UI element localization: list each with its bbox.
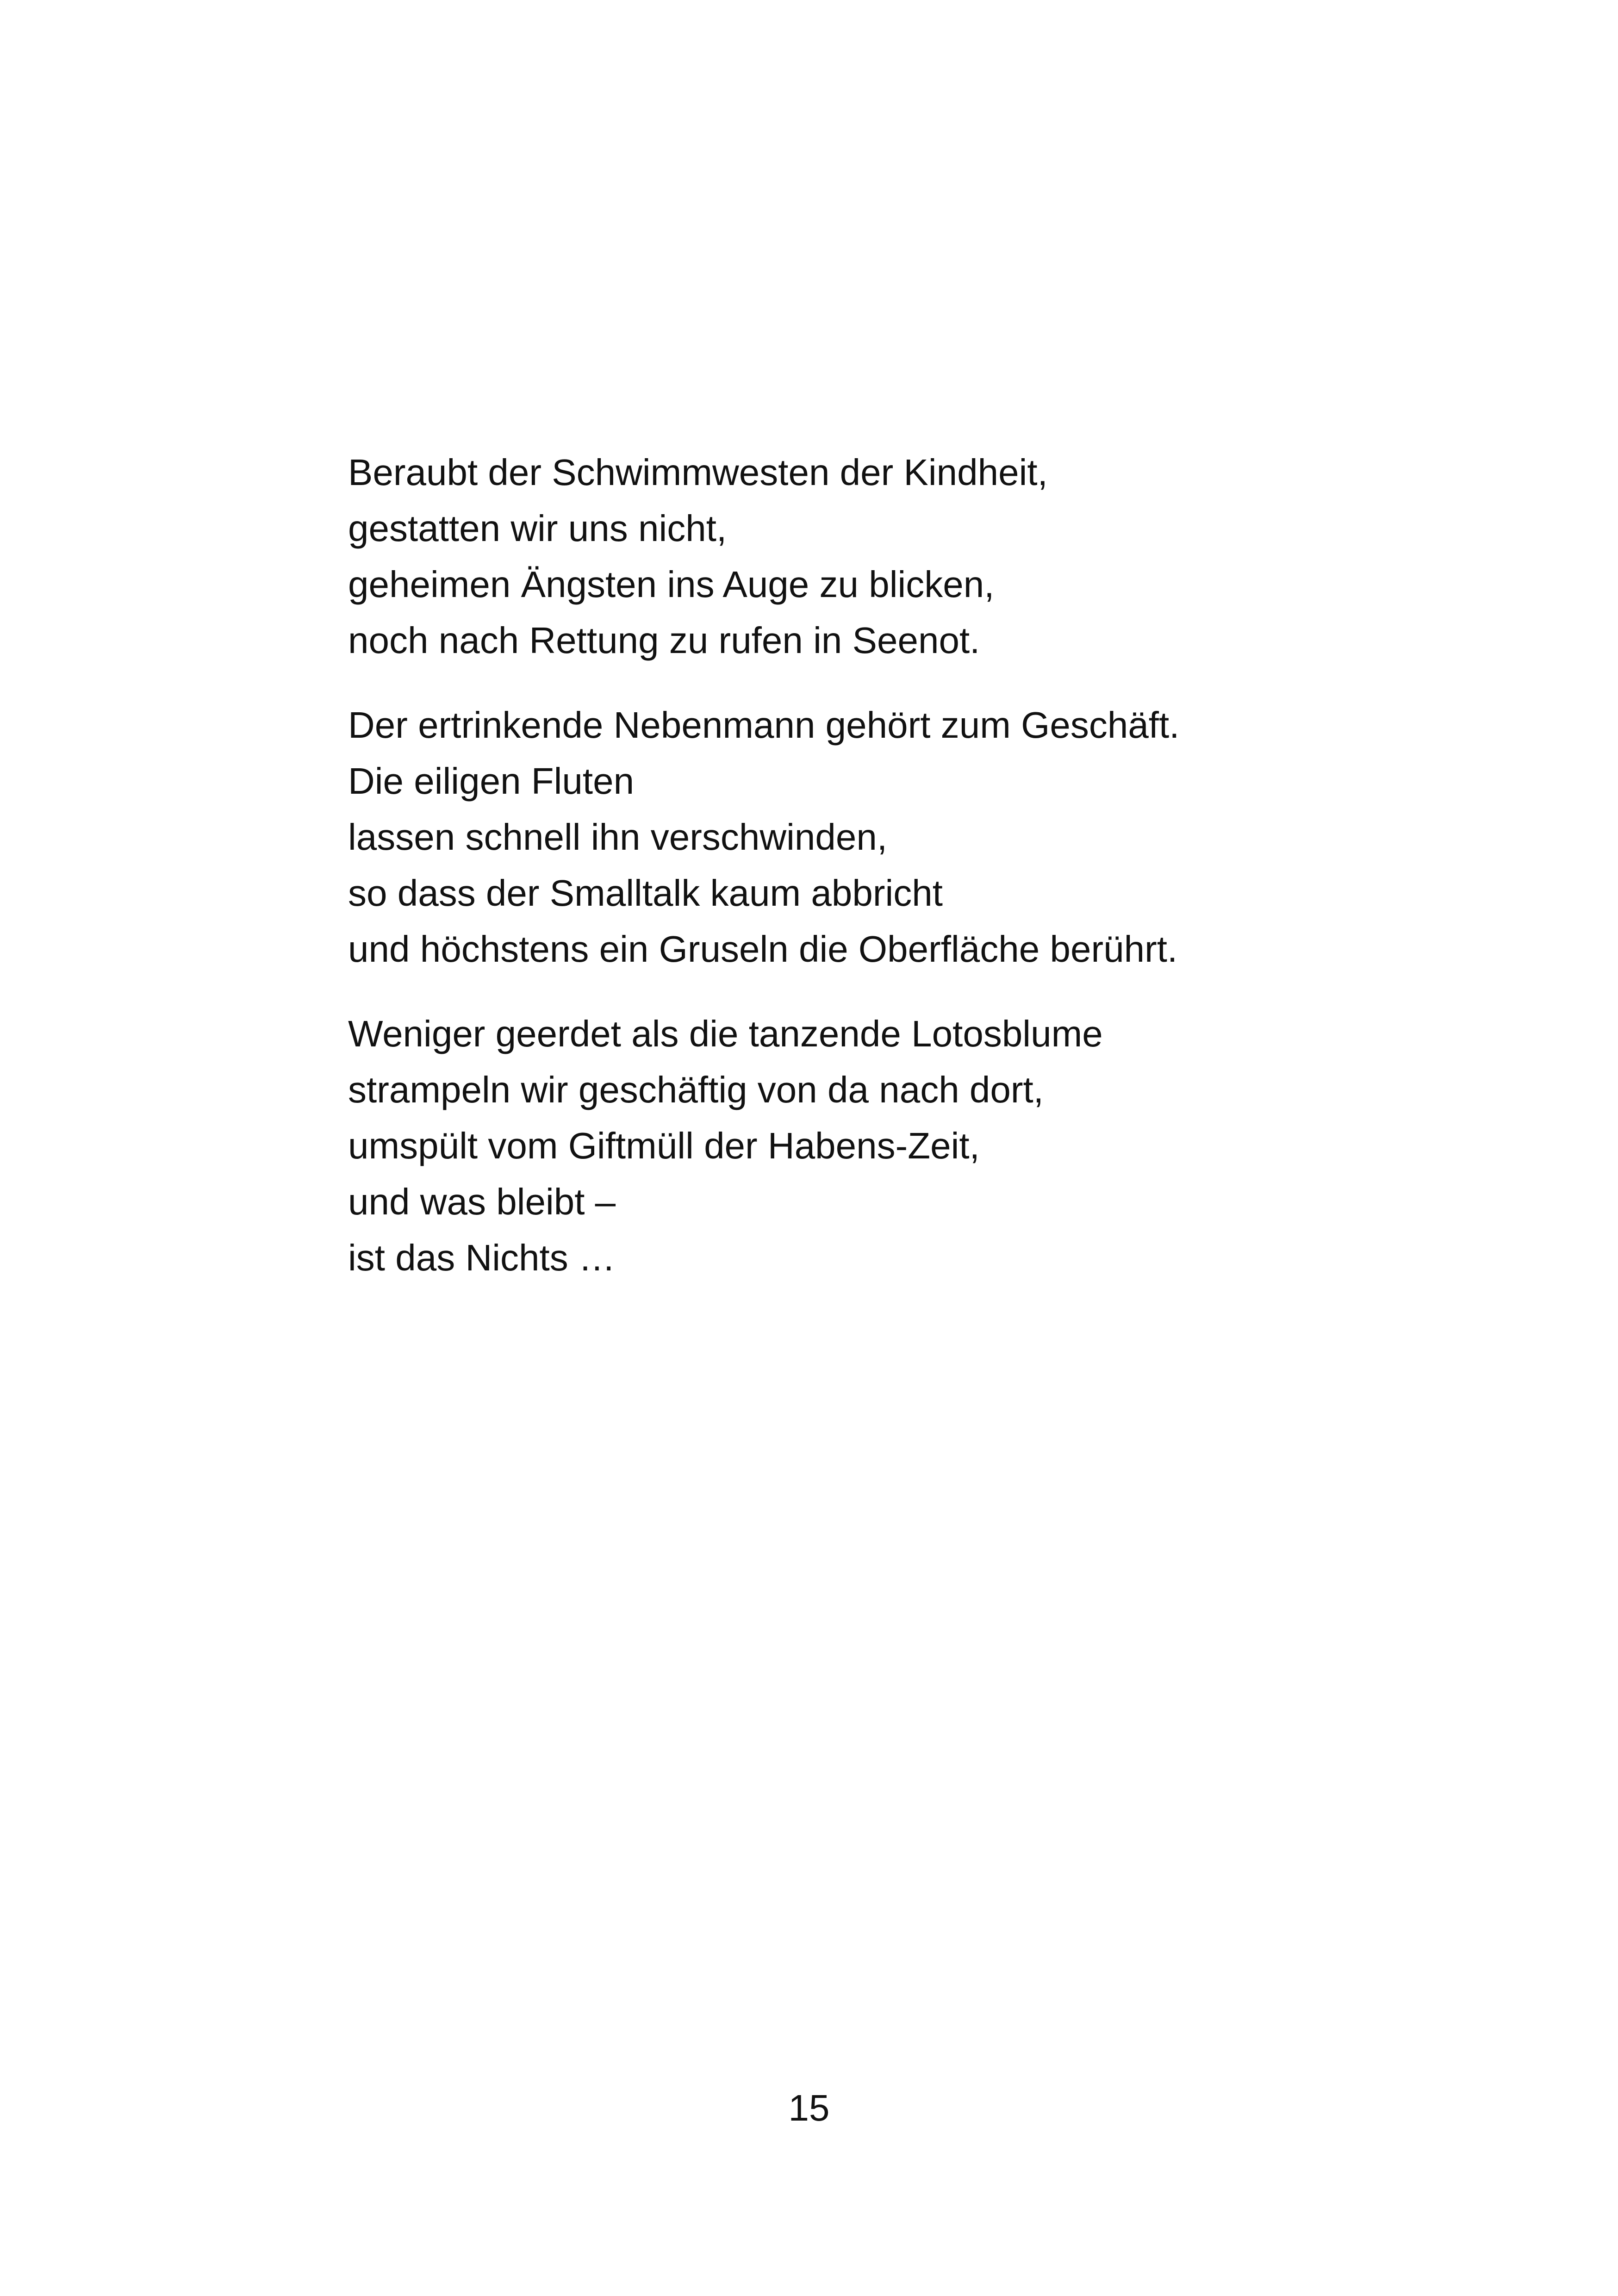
poem-line: Der ertrinkende Nebenmann gehört zum Geschäft. [348,704,1180,746]
poem-line: Weniger geerdet als die tanzende Lotosblume [348,1013,1103,1054]
poem-line: und höchstens ein Gruseln die Oberfläche berührt. [348,928,1178,970]
poem-line: umspült vom Giftmüll der Habens-Zeit, [348,1125,980,1166]
poem-line: gestatten wir uns nicht, [348,508,727,549]
stanza-2 [348,697,1413,977]
stanza-3 [348,1006,1413,1286]
stanza-1 [348,444,1413,668]
poem-line: Die eiligen Fluten [348,760,635,802]
page-number: 15 [788,2087,830,2128]
poem [348,444,1413,1314]
poem-line: Beraubt der Schwimmwesten der Kindheit, [348,452,1048,493]
poem-line: lassen schnell ihn verschwinden, [348,816,888,858]
poem-line: noch nach Rettung zu rufen in Seenot. [348,620,980,661]
poem-line: und was bleibt – [348,1181,616,1222]
poem-line: ist das Nichts … [348,1237,616,1278]
poem-line: strampeln wir geschäftig von da nach dort, [348,1069,1044,1110]
poem-line: so dass der Smalltalk kaum abbricht [348,872,943,914]
poem-line: geheimen Ängsten ins Auge zu blicken, [348,564,995,605]
